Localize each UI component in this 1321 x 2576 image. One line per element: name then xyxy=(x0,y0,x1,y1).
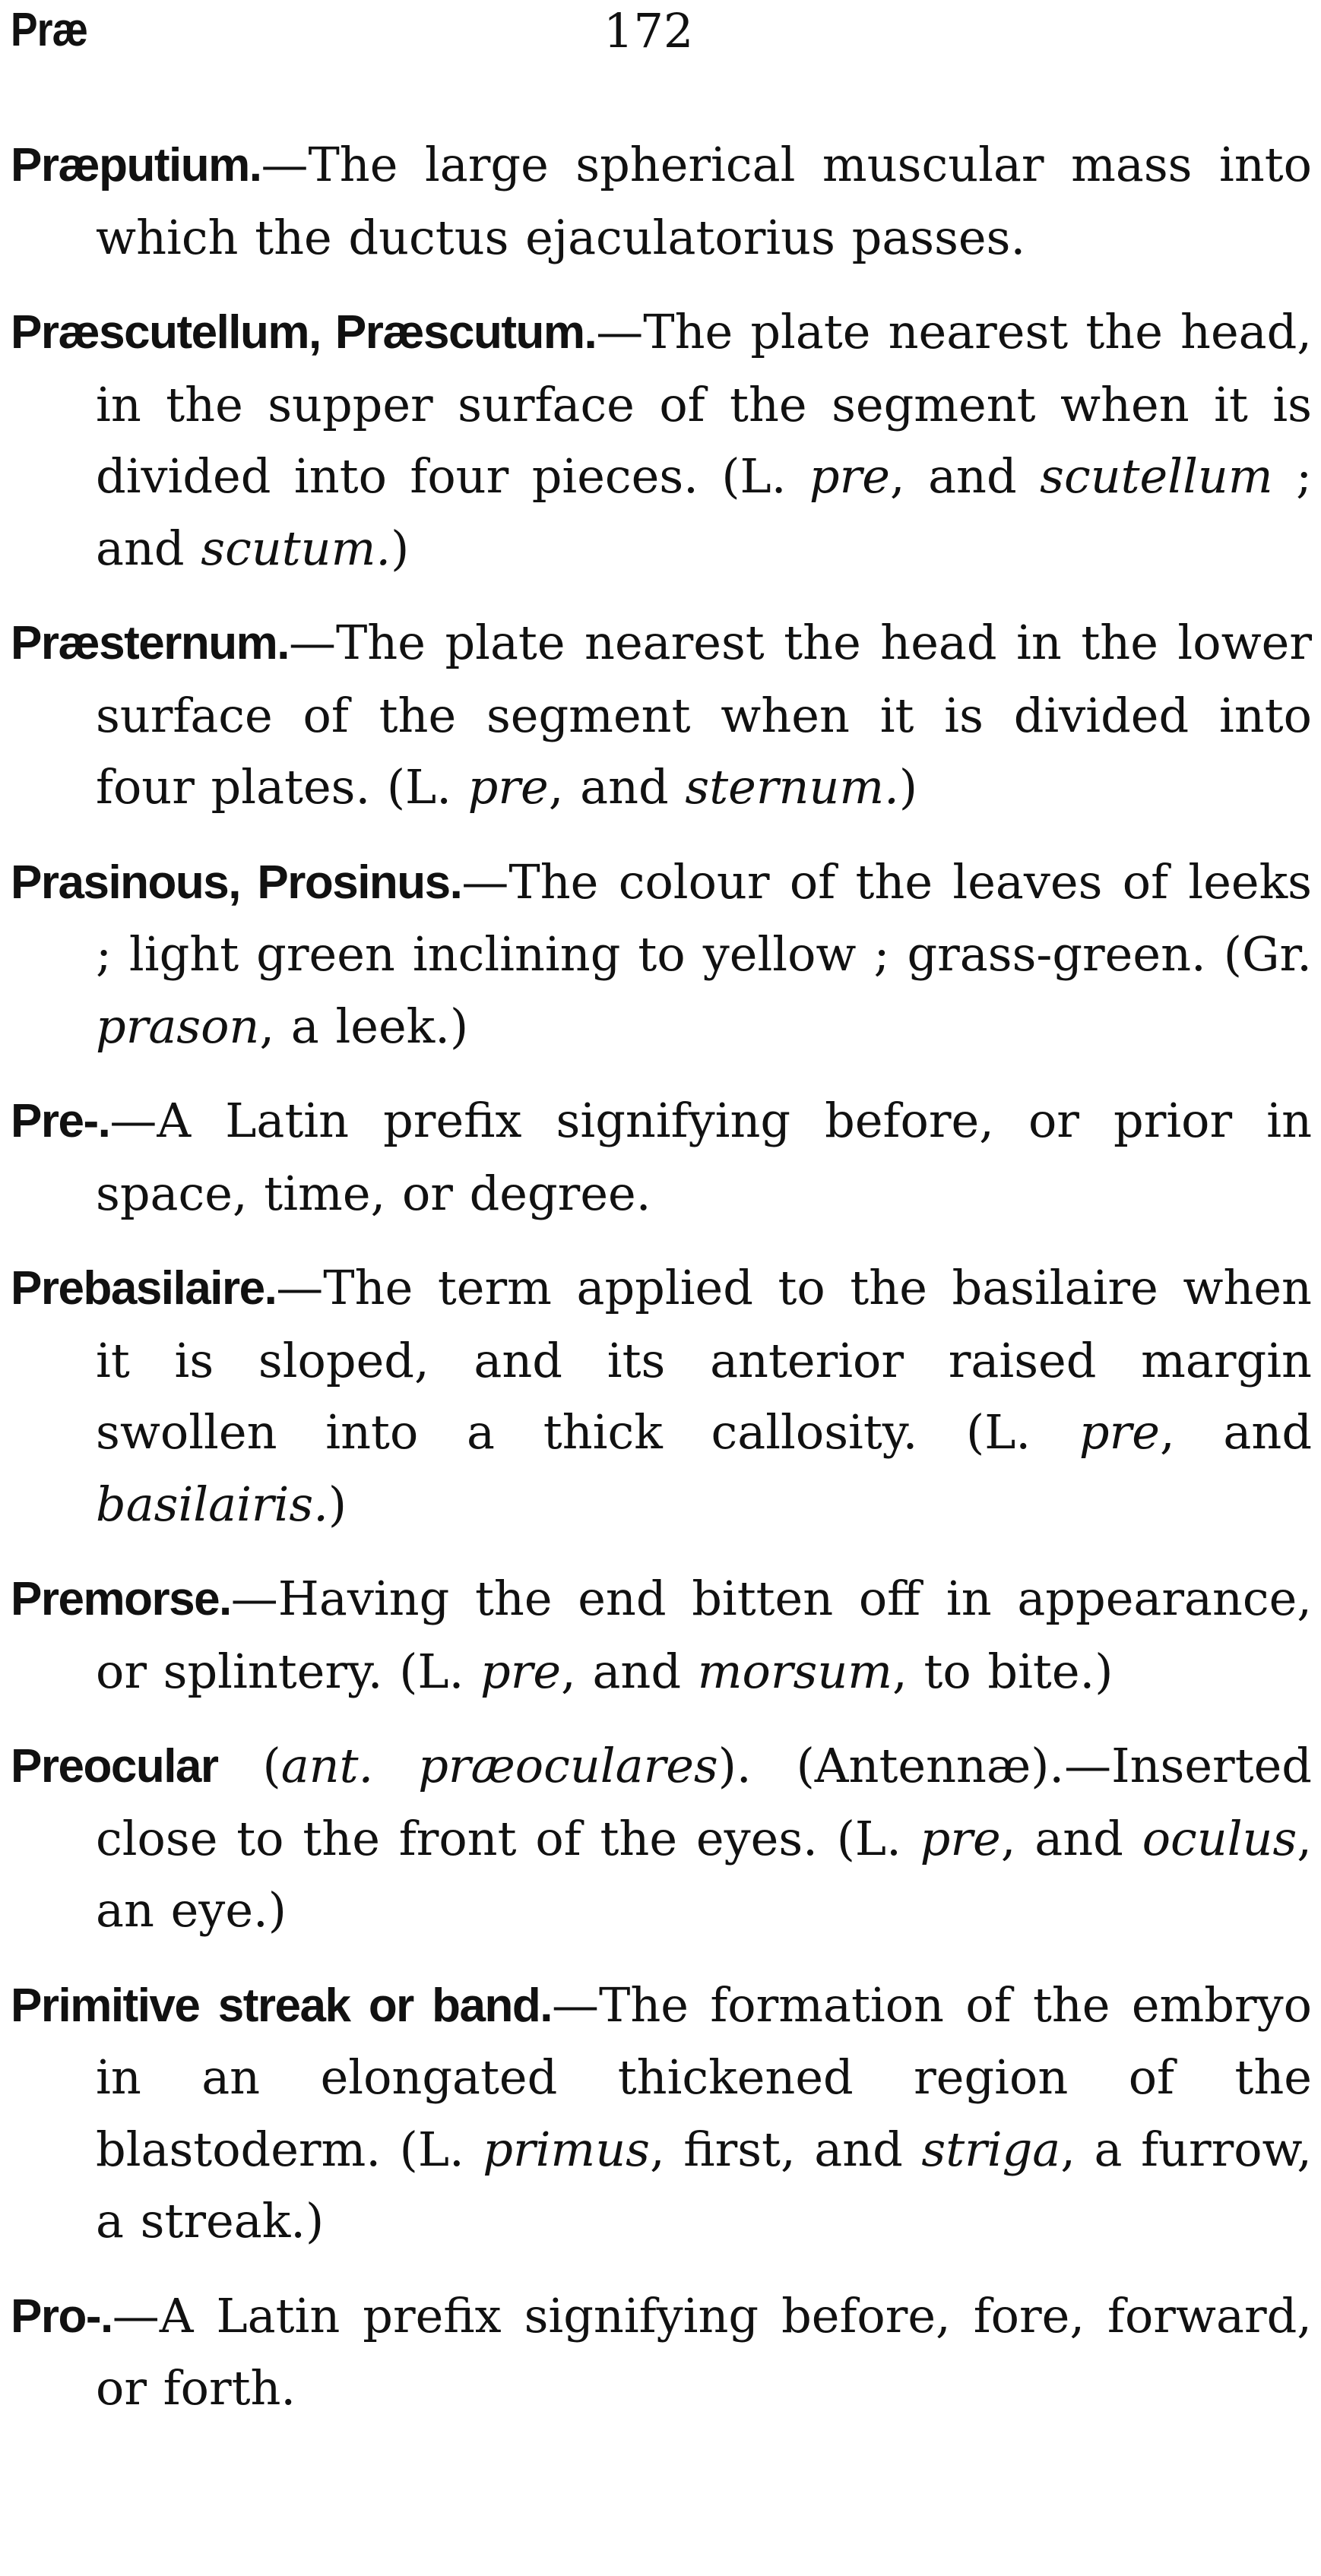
entry-headword: Primitive streak or band. xyxy=(11,1979,552,2032)
entry-definition-text: —Having the end bitten off in appearance, or splintery. (L. xyxy=(96,1571,1312,1699)
entry-headword: Premorse. xyxy=(11,1573,231,1625)
entry-definition-text: ; and xyxy=(96,448,1312,576)
entry-italic-term: pre xyxy=(809,448,890,504)
entry-definition-text: —The formation of the embryo in an elongated thickened region of the blastoderm. (L. xyxy=(96,1976,1312,2177)
entry-definition-text: ( xyxy=(217,1738,281,1793)
entry-definition-text: ). (Antennæ).—Inserted close to the front of the eyes. (L. xyxy=(96,1738,1312,1866)
entry-italic-term: prason xyxy=(96,998,260,1054)
entry-headword: Præscutellum, Præscutum. xyxy=(11,306,597,359)
entry-headword: Præputium. xyxy=(11,139,261,191)
glossary-entry xyxy=(11,296,1312,584)
entry-definition-text: , and xyxy=(1000,1810,1142,1866)
entry-definition-text: —The term applied to the basilaire when it is sloped, and its anterior raised margin swollen into a thick callosity. (L. xyxy=(96,1260,1312,1460)
glossary-entry xyxy=(11,607,1312,824)
entry-italic-term: oculus xyxy=(1142,1810,1297,1866)
entry-definition-text: —The colour of the leaves of leeks ; light green inclining to yellow ; grass-green. (Gr. xyxy=(96,853,1313,982)
entry-italic-term: pre xyxy=(467,759,549,815)
entry-italic-term: striga xyxy=(921,2121,1061,2177)
entry-headword: Præsternum. xyxy=(11,617,289,669)
entry-italic-term: basilairis. xyxy=(96,1476,328,1532)
entry-headword: Pro-. xyxy=(11,2290,112,2343)
entry-definition-text: ) xyxy=(391,520,410,576)
glossary-entry xyxy=(11,1252,1312,1540)
entry-italic-term: pre xyxy=(480,1643,562,1699)
entry-definition-text: , and xyxy=(889,448,1041,504)
entry-definition-text: —The plate nearest the head in the lower surface of the segment when it is divided into four plates. (L. xyxy=(96,615,1312,815)
guide-word: Præ xyxy=(11,4,88,56)
entry-italic-term: ant. præoculares xyxy=(280,1738,718,1793)
glossary-entry xyxy=(11,847,1312,1063)
entry-italic-term: pre xyxy=(920,1810,1001,1866)
entry-definition-text: , and xyxy=(548,759,686,815)
entry-definition-text: , a furrow, a streak.) xyxy=(96,2121,1312,2248)
entry-headword: Prasinous, Prosinus. xyxy=(11,856,462,909)
entry-definition-text: , a leek.) xyxy=(259,998,469,1054)
entry-definition-text: , and xyxy=(1159,1404,1313,1460)
entry-definition-text: —A Latin prefix signifying before, fore, forward, or forth. xyxy=(96,2287,1312,2416)
entry-italic-term: scutum. xyxy=(201,520,391,576)
entry-definition-text: —The plate nearest the head, in the supper surface of the segment when it is divided into four pieces. (L. xyxy=(96,304,1313,504)
entry-definition-text: ) xyxy=(898,759,918,815)
glossary-entry xyxy=(11,1970,1312,2258)
page-number: 172 xyxy=(603,3,694,59)
glossary-entry xyxy=(11,1085,1312,1229)
entry-definition-text: , and xyxy=(561,1643,698,1699)
entry-definition-text: , first, and xyxy=(649,2121,922,2177)
glossary-entry xyxy=(11,1563,1312,1707)
entry-headword: Prebasilaire. xyxy=(11,1262,277,1315)
entry-list xyxy=(11,129,1312,2448)
entry-italic-term: primus xyxy=(483,2121,650,2177)
entry-definition-text: —The large spherical muscular mass into which the ductus ejaculatorius passes. xyxy=(96,137,1312,265)
glossary-entry xyxy=(11,1730,1312,1947)
entry-definition-text: , an eye.) xyxy=(96,1810,1312,1938)
entry-italic-term: pre xyxy=(1079,1404,1160,1460)
running-head xyxy=(11,3,1312,64)
glossary-entry xyxy=(11,129,1312,274)
entry-headword: Pre-. xyxy=(11,1095,110,1147)
entry-italic-term: morsum xyxy=(697,1643,893,1699)
entry-italic-term: scutellum xyxy=(1040,448,1273,504)
entry-definition-text: ) xyxy=(328,1476,347,1532)
entry-italic-term: sternum. xyxy=(685,759,899,815)
entry-definition-text: —A Latin prefix signifying before, or prior in space, time, or degree. xyxy=(96,1093,1312,1221)
entry-definition-text: , to bite.) xyxy=(892,1643,1114,1699)
glossary-entry xyxy=(11,2280,1312,2425)
entry-headword: Preocular xyxy=(11,1740,218,1793)
